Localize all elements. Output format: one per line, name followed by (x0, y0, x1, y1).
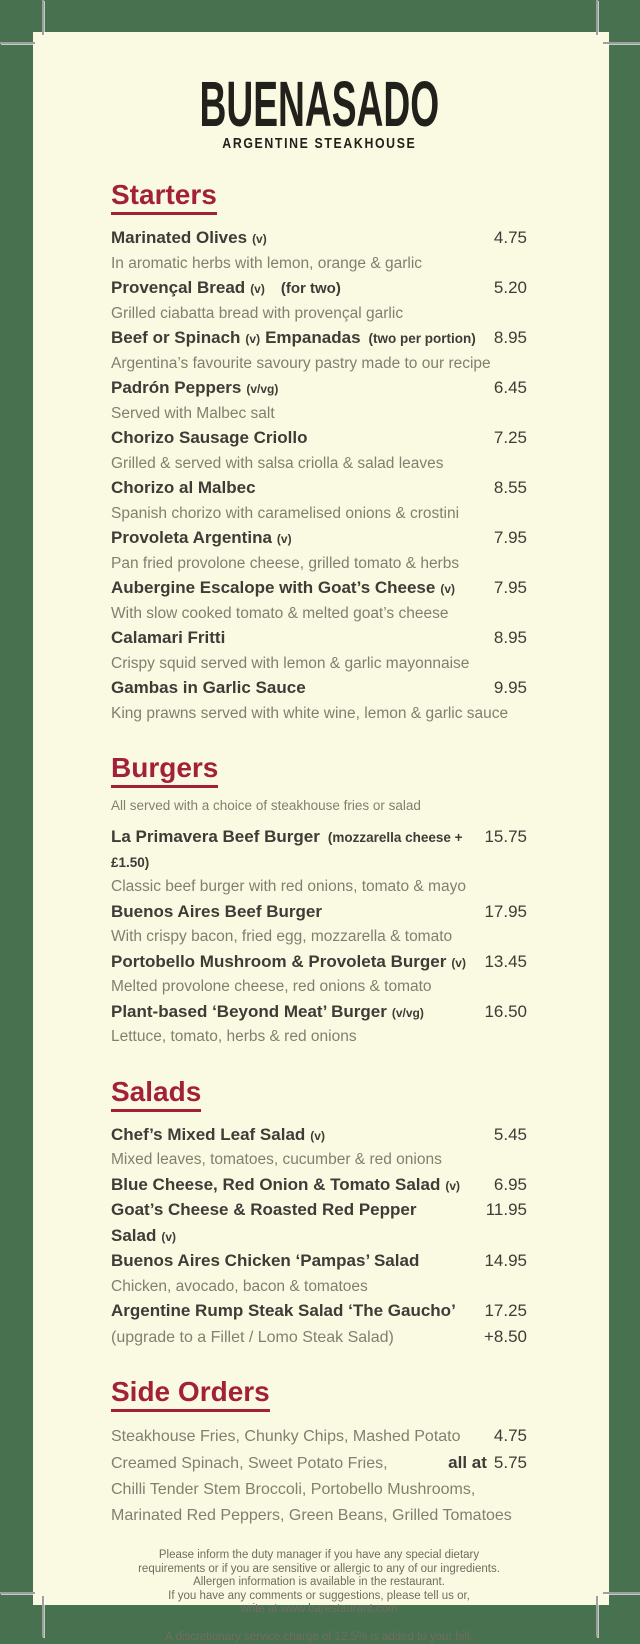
item-price-amount: 8.95 (493, 328, 527, 347)
menu-item-row (111, 576, 527, 602)
menu-item-row (111, 1477, 527, 1503)
item-price-amount: 5.45 (493, 1124, 527, 1144)
item-price (494, 426, 527, 451)
item-name-text: Calamari Fritti (111, 628, 226, 647)
item-price (494, 526, 527, 551)
item-price (484, 1325, 527, 1350)
item-name-text: (for two) (280, 280, 341, 297)
item-description: Classic beef burger with red onions, tomato & mayo (111, 878, 466, 895)
item-description: Argentina’s favourite savoury pastry made to our recipe (111, 354, 491, 372)
crop-mark-top-right-vertical (596, 0, 598, 35)
item-price (484, 950, 527, 975)
diet-badge: (v) (252, 232, 267, 246)
item-price (486, 1198, 527, 1223)
service-charge-note: A discretionary service charge of 12.5% is added to your bill. (165, 1630, 473, 1643)
item-price (484, 825, 527, 850)
item-name (111, 900, 322, 926)
section-title-starters: Starters (111, 180, 217, 215)
menu-item-row (111, 1325, 527, 1351)
item-name-text: Buenos Aires Beef Burger (111, 901, 322, 921)
diet-badge: (v) (445, 1178, 461, 1193)
section-title-salads: Salads (111, 1077, 201, 1112)
item-name-text: La Primavera Beef Burger (111, 827, 320, 846)
crop-mark-top-right-horizontal (603, 42, 640, 44)
item-price (494, 576, 527, 601)
item-description: Served with Malbec salt (111, 404, 275, 422)
section-intro-burgers: All served with a choice of steakhouse fries or salad (111, 798, 421, 813)
item-price (494, 376, 527, 401)
item-price-amount: 8.55 (493, 478, 527, 497)
item-name-text: Empanadas (265, 328, 361, 347)
menu-item-row (111, 326, 527, 352)
item-description: King prawns served with white wine, lemon & garlic sauce (111, 704, 509, 722)
diet-badge: (v) (161, 1229, 177, 1244)
item-price (484, 1000, 527, 1025)
menu-item-row (111, 1198, 527, 1249)
item-price-amount: 17.95 (484, 901, 527, 921)
item-description: Grilled ciabatta bread with provençal garlic (111, 304, 404, 322)
section-title-sides: Side Orders (111, 1377, 270, 1412)
item-name (111, 676, 306, 702)
item-name-text: Chilli Tender Stem Broccoli, Portobello Mushrooms, (111, 1481, 476, 1498)
menu-item-row (111, 1173, 527, 1199)
item-name-text: Chef’s Mixed Leaf Salad (111, 1124, 306, 1144)
item-name-text: Chorizo al Malbec (111, 478, 256, 497)
diet-badge: (v) (440, 582, 456, 596)
item-description: Mixed leaves, tomatoes, cucumber & red onions (111, 1151, 442, 1168)
footer-info-line: write at www.barestaurant.com (240, 1603, 398, 1615)
item-name (111, 1123, 325, 1149)
item-price-amount: 4.75 (493, 1426, 527, 1445)
footer-info-line: Allergen information is available in the restaurant. (193, 1576, 445, 1588)
item-name (111, 476, 256, 502)
item-name-text: Aubergine Escalope with Goat’s Cheese (111, 578, 436, 597)
item-price-amount: +8.50 (483, 1326, 527, 1346)
item-price (494, 226, 527, 251)
item-description: Crispy squid served with lemon & garlic mayonnaise (111, 654, 470, 672)
item-price (494, 326, 527, 351)
menu-item-row (111, 1123, 527, 1149)
diet-badge: (v) (250, 282, 265, 296)
item-description: Chicken, avocado, bacon & tomatoes (111, 1277, 368, 1295)
item-price-amount: 17.25 (484, 1301, 527, 1320)
menu-item-row (111, 950, 527, 976)
item-price-prefix: all at (448, 1453, 487, 1472)
item-description: With slow cooked tomato & melted goat’s cheese (111, 604, 449, 622)
menu-item-row (111, 376, 527, 402)
item-name-text: Beef or Spinach (111, 328, 241, 347)
menu-item-row (111, 1249, 527, 1275)
item-name-text: Goat’s Cheese & Roasted Red Pepper Salad (111, 1200, 417, 1245)
item-price (494, 1123, 527, 1148)
crop-mark-bottom-left-horizontal (0, 1592, 35, 1594)
item-name-text: Argentine Rump Steak Salad ‘The Gaucho’ (111, 1301, 456, 1320)
item-name (111, 426, 307, 452)
menu-item-row (111, 825, 527, 875)
brand-logo: BUENASADO (199, 68, 439, 140)
item-name-text: (upgrade to a Fillet / Lomo Steak Salad) (111, 1328, 394, 1346)
item-price-amount: 7.95 (493, 578, 527, 597)
footer-info-line: If you have any comments or suggestions, please tell us or, (168, 1589, 470, 1602)
item-price-amount: 5.75 (493, 1453, 527, 1472)
menu-item-row (111, 1000, 527, 1026)
menu-item-row (111, 426, 527, 452)
item-name-text: Portobello Mushroom & Provoleta Burger (111, 951, 447, 971)
menu-item-row (111, 276, 527, 302)
brand-tagline: ARGENTINE STEAKHOUSE (221, 135, 417, 152)
item-name (111, 226, 267, 252)
item-name-text: Provençal Bread (111, 278, 246, 297)
item-price-amount: 8.95 (493, 628, 527, 647)
item-price-amount: 14.95 (484, 1251, 527, 1270)
item-name-text: Padrón Peppers (111, 378, 242, 397)
item-name-text: (mozzarella cheese + £1.50) (111, 830, 463, 870)
section-starters (111, 180, 527, 726)
item-price (484, 1299, 527, 1324)
footer-info (111, 1549, 527, 1617)
item-price (448, 1450, 527, 1476)
menu-item-row (111, 1423, 527, 1450)
item-price-amount: 15.75 (484, 827, 527, 846)
item-name (111, 1299, 456, 1325)
item-name-text: Plant-based ‘Beyond Meat’ Burger (111, 1001, 387, 1021)
item-name (111, 1198, 486, 1249)
diet-badge: (v) (276, 532, 292, 546)
item-name-text: Chorizo Sausage Criollo (111, 428, 308, 447)
crop-mark-top-left-vertical (42, 0, 44, 35)
item-name (111, 1503, 512, 1529)
section-salads (111, 1077, 527, 1351)
menu-item-row (111, 226, 527, 252)
item-price-amount: 11.95 (485, 1200, 527, 1219)
menu-card (33, 32, 609, 1643)
menu-item-row (111, 1503, 527, 1529)
menu-sections (111, 180, 527, 1529)
brand-tagline-wrap (111, 135, 527, 153)
item-name (111, 526, 292, 552)
crop-mark-bottom-right-horizontal (603, 1592, 640, 1594)
diet-badge: (v) (451, 955, 466, 970)
brand-logo-wrap (111, 68, 527, 140)
item-name (111, 1424, 461, 1450)
item-name (111, 576, 455, 602)
menu-item-row (111, 1299, 527, 1325)
item-name-text: Gambas in Garlic Sauce (111, 678, 306, 697)
diet-badge: (v/vg) (246, 382, 279, 396)
menu-item-row (111, 1450, 527, 1477)
item-description: With crispy bacon, fried egg, mozzarella & tomato (111, 928, 453, 945)
crop-mark-bottom-right-vertical (596, 1596, 598, 1637)
footer-info-line: requirements or if you are sensitive or allergic to any of our ingredients. (138, 1562, 500, 1575)
item-name (111, 376, 278, 402)
item-description: In aromatic herbs with lemon, orange & garlic (111, 254, 423, 272)
item-name-text: Marinated Olives (111, 228, 248, 247)
item-name (111, 1451, 388, 1477)
item-price-amount: 7.25 (493, 428, 527, 447)
section-items-sides (111, 1423, 527, 1529)
item-name (111, 1477, 475, 1503)
item-name-text: Creamed Spinach, Sweet Potato Fries, (111, 1455, 388, 1472)
crop-mark-top-left-horizontal (0, 42, 35, 44)
item-description: Grilled & served with salsa criolla & salad leaves (111, 454, 444, 472)
item-price (494, 1173, 527, 1198)
item-price (494, 1423, 527, 1449)
item-name (111, 1173, 460, 1199)
section-items-salads (111, 1123, 527, 1351)
footer-info-line: Please inform the duty manager if you have any special dietary (158, 1549, 480, 1561)
section-sides (111, 1377, 527, 1529)
item-price-amount: 5.20 (493, 278, 527, 297)
menu-item-row (111, 900, 527, 926)
item-name (111, 1326, 394, 1351)
item-name (111, 326, 476, 352)
item-name-text: Provoleta Argentina (111, 528, 272, 547)
item-price-amount: 13.45 (484, 951, 527, 971)
item-description: Spanish chorizo with caramelised onions & crostini (111, 504, 460, 522)
item-price-amount: 6.95 (493, 1174, 527, 1194)
item-price (484, 900, 527, 925)
diet-badge: (v) (310, 1128, 325, 1143)
menu-item-row (111, 626, 527, 652)
section-burgers (111, 753, 527, 1050)
item-name-text: Marinated Red Peppers, Green Beans, Grilled Tomatoes (111, 1507, 512, 1524)
item-name-text: (two per portion) (368, 331, 476, 346)
item-name (111, 1249, 419, 1275)
item-name (111, 1000, 424, 1026)
item-name (111, 276, 341, 302)
diet-badge: (v/vg) (391, 1005, 424, 1020)
item-price-amount: 6.45 (493, 378, 527, 397)
item-price (484, 1249, 527, 1274)
item-description: Melted provolone cheese, red onions & tomato (111, 978, 432, 995)
item-price-amount: 7.95 (493, 528, 527, 547)
item-name-text: Steakhouse Fries, Chunky Chips, Mashed Potato (111, 1428, 461, 1445)
section-items-burgers (111, 825, 527, 1050)
section-items-starters (111, 226, 527, 726)
item-name (111, 950, 466, 976)
item-name-text: Blue Cheese, Red Onion & Tomato Salad (111, 1174, 441, 1194)
item-price-amount: 4.75 (493, 228, 527, 247)
item-price-amount: 16.50 (484, 1001, 527, 1021)
item-name (111, 825, 484, 875)
item-price (494, 676, 527, 701)
menu-item-row (111, 676, 527, 702)
item-description: Pan fried provolone cheese, grilled tomato & herbs (111, 554, 460, 572)
item-price (494, 626, 527, 651)
item-price-amount: 9.95 (493, 678, 527, 697)
crop-mark-bottom-left-vertical (42, 1596, 44, 1637)
section-title-burgers: Burgers (111, 753, 218, 788)
item-price (494, 276, 527, 301)
menu-item-row (111, 476, 527, 502)
item-description: Lettuce, tomato, herbs & red onions (111, 1028, 357, 1045)
menu-item-row (111, 526, 527, 552)
item-price (494, 476, 527, 501)
diet-badge: (v) (245, 332, 261, 346)
item-name-text: Buenos Aires Chicken ‘Pampas’ Salad (111, 1251, 420, 1270)
item-name (111, 626, 225, 652)
